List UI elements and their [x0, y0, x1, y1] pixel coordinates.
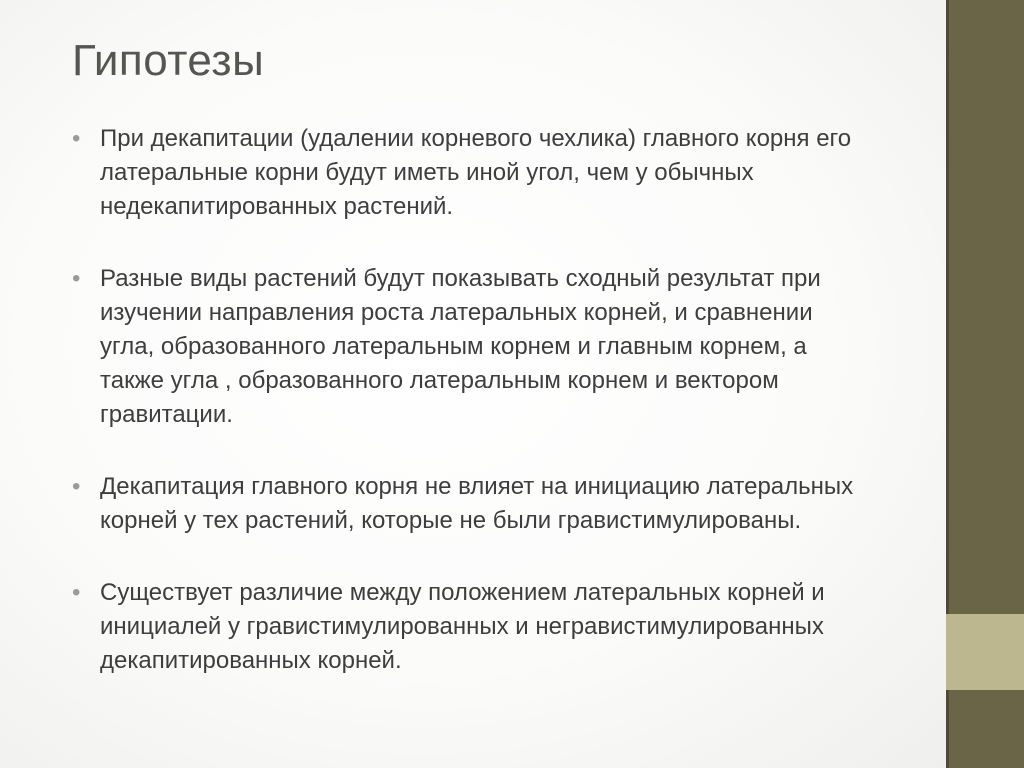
bullet-marker: •: [72, 579, 81, 606]
bullet-item: [72, 470, 872, 538]
decorative-sidebar: [946, 0, 1024, 768]
bullet-item: [72, 576, 872, 678]
bullet-text: Существует различие между положением латеральных корней и инициалей у гравистимулированных и негравистимулированных декапитированных корней.: [100, 579, 825, 674]
bullet-item: [72, 262, 872, 432]
bullet-item: [72, 122, 872, 224]
sidebar-accent-block: [946, 614, 1024, 690]
bullet-text: Декапитация главного корня не влияет на инициацию латеральных корней у тех растений, которые не были гравистимулированы.: [100, 473, 854, 534]
bullet-marker: •: [72, 473, 81, 500]
bullet-list: [72, 122, 872, 716]
bullet-marker: •: [72, 125, 81, 152]
bullet-text: Разные виды растений будут показывать сходный результат при изучении направления роста латеральных корней, и сравнении угла, образованного латеральным корнем и главным корнем, а также угла , образованного латеральным корнем и вектором гравитации.: [100, 265, 821, 428]
slide-title: Гипотезы: [72, 36, 265, 85]
bullet-marker: •: [72, 265, 81, 292]
bullet-text: При декапитации (удалении корневого чехлика) главного корня его латеральные корни будут иметь иной угол, чем у обычных недекапитированных растений.: [100, 125, 852, 220]
